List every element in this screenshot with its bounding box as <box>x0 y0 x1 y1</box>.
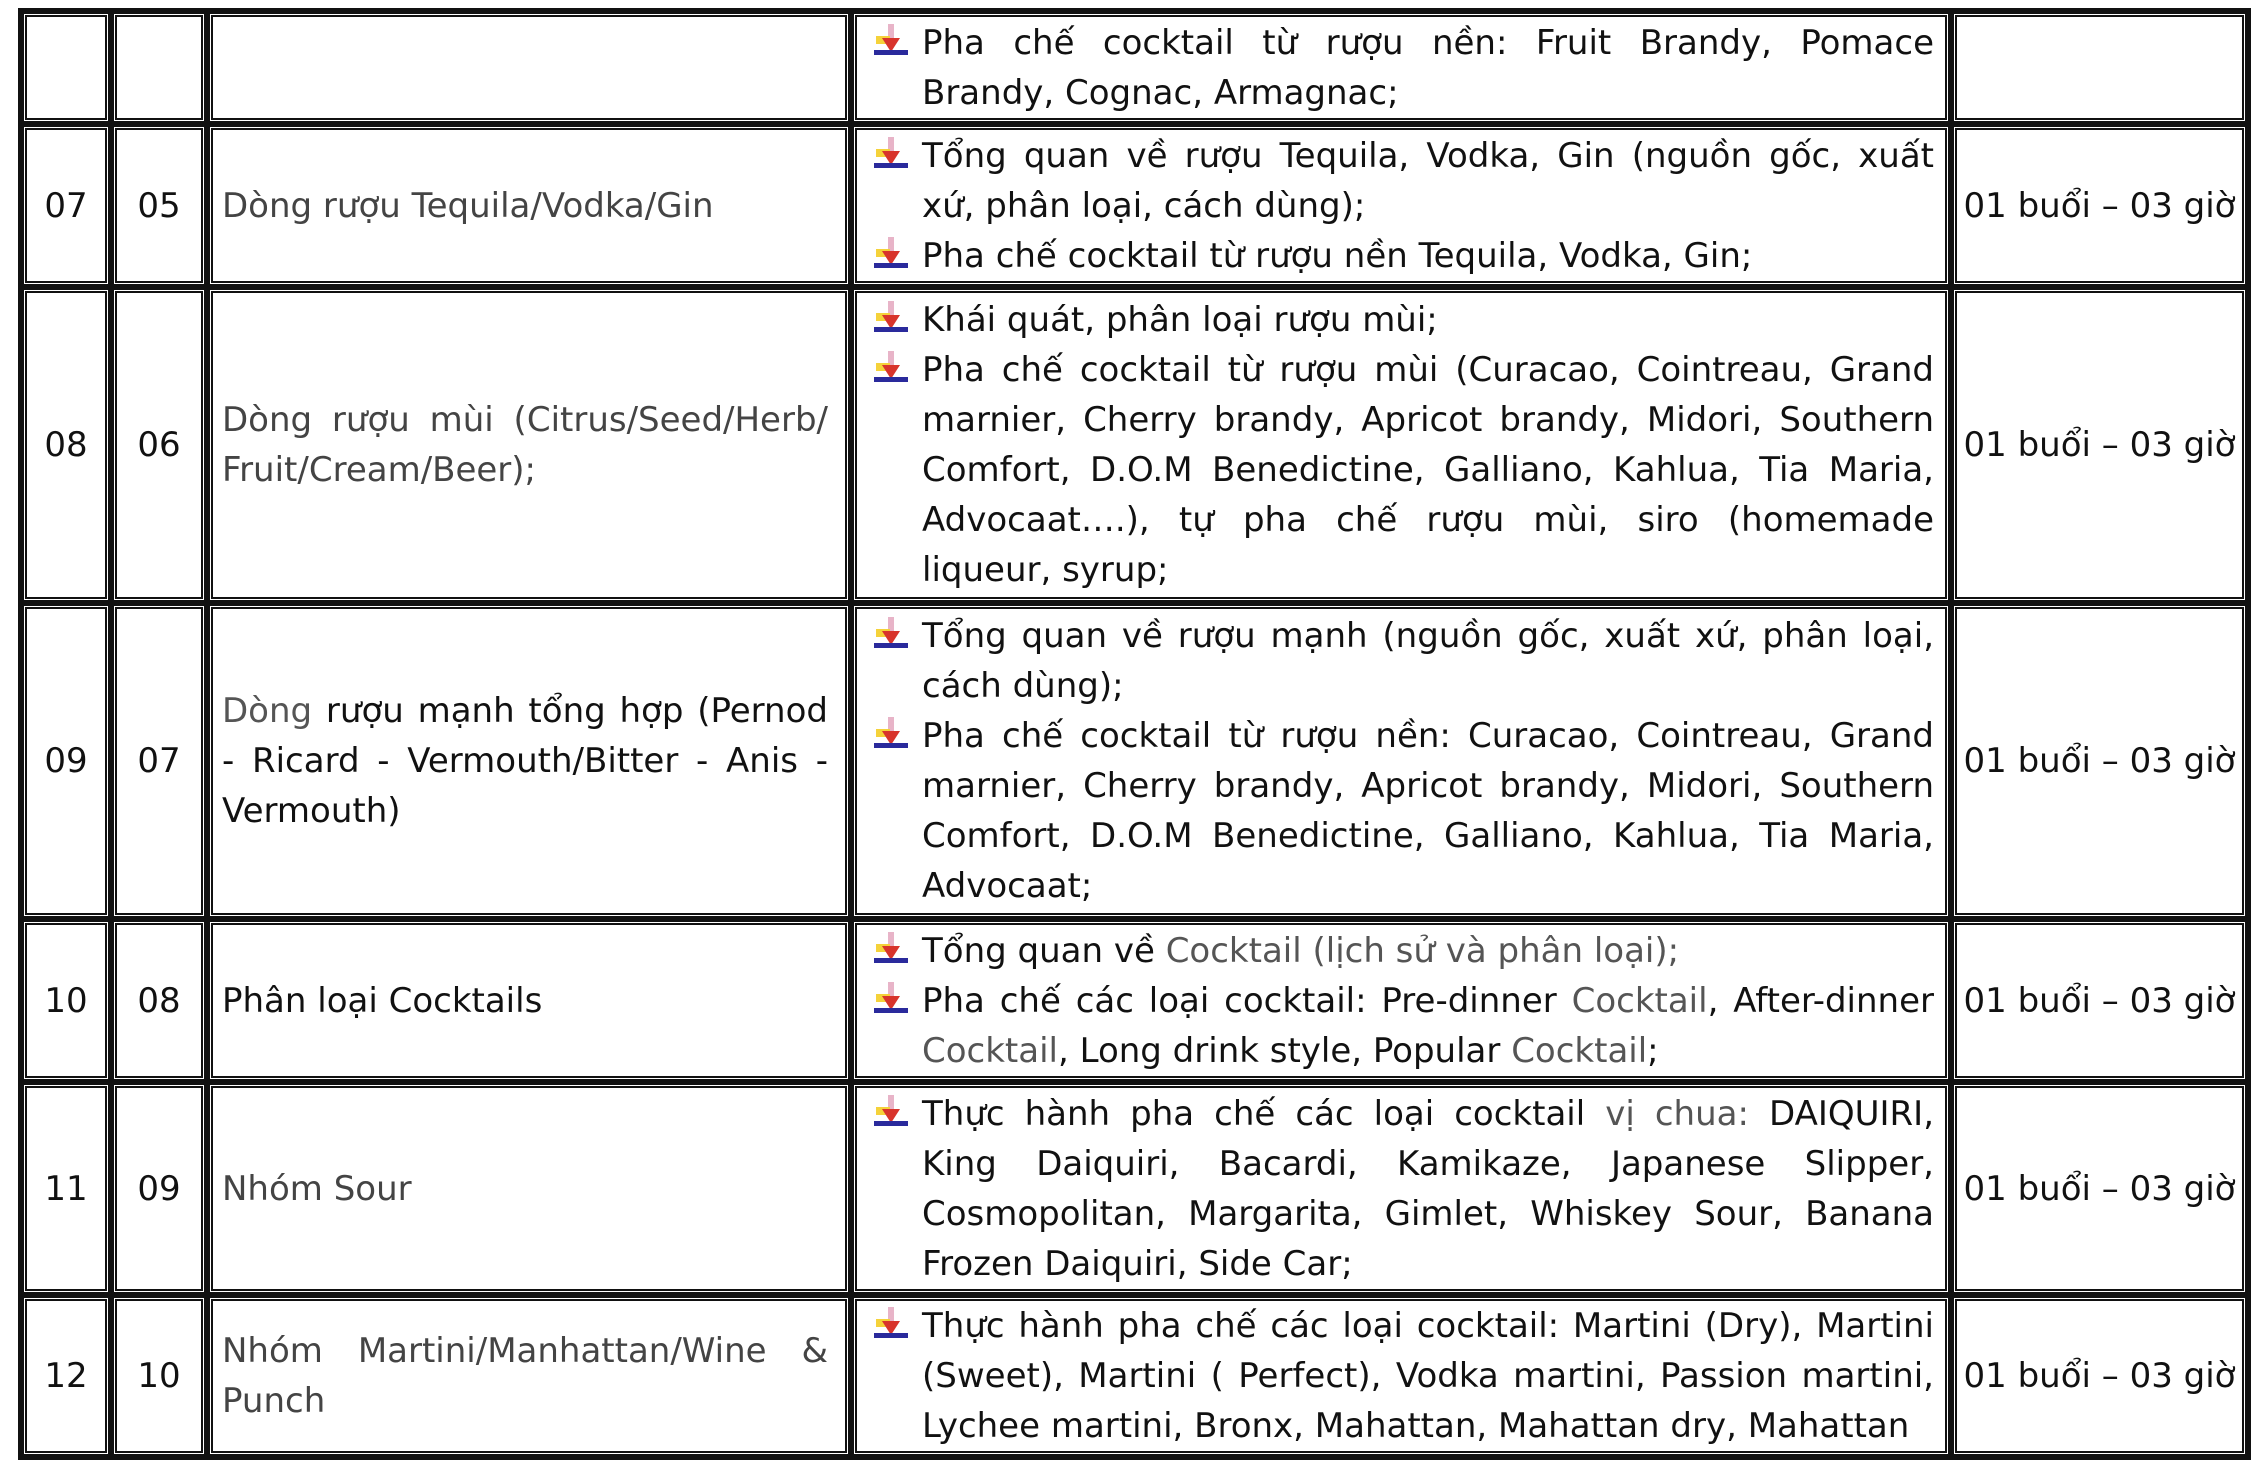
arrow-bullet-icon <box>872 926 922 976</box>
text-run: DAIQUIRI, King Daiquiri, Bacardi, Kamikaze, Japanese Slipper, Cosmopolitan, Margarita, Gimlet, Whiskey Sour, Banana Frozen Daiquiri, Side Car; <box>922 1093 1935 1284</box>
topic-cell: Dòng rượu Tequila/Vodka/Gin <box>207 124 851 287</box>
text-run-muted: vị chua: <box>1605 1093 1769 1134</box>
duration-cell: 01 buổi – 03 giờ <box>1951 1295 2248 1457</box>
duration-cell: 01 buổi – 03 giờ <box>1951 919 2248 1082</box>
text-run-muted: Cocktail <box>922 1030 1058 1071</box>
content-cell <box>851 287 1951 603</box>
content-cell <box>851 603 1951 919</box>
duration-cell <box>1951 11 2248 124</box>
lesson-cell: 09 <box>111 1082 207 1295</box>
text-run: Thực hành pha chế các loại cocktail <box>922 1093 1606 1134</box>
bullet-text <box>922 1089 1934 1289</box>
content-cell <box>851 124 1951 287</box>
arrow-bullet-icon <box>872 611 922 661</box>
text-run: , Long drink style, Popular <box>1057 1030 1512 1071</box>
stt-cell: 07 <box>21 124 111 287</box>
lesson-cell: 07 <box>111 603 207 919</box>
arrow-bullet-icon <box>872 18 922 68</box>
content-cell <box>851 11 1951 124</box>
table-row <box>21 603 2248 919</box>
bullet-item <box>872 611 1934 711</box>
stt-cell: 10 <box>21 919 111 1082</box>
bullet-text: Thực hành pha chế các loại cocktail: Martini (Dry), Martini (Sweet), Martini ( Perfect), Vodka martini, Passion martini, Lychee martini, Bronx, Mahattan, Mahattan dry, Mahattan <box>922 1306 1934 1446</box>
arrow-bullet-icon <box>872 131 922 181</box>
stt-cell: 11 <box>21 1082 111 1295</box>
duration-cell: 01 buổi – 03 giờ <box>1951 603 2248 919</box>
bullet-item <box>872 18 1934 118</box>
bullet-text: Tổng quan về rượu mạnh (nguồn gốc, xuất xứ, phân loại, cách dùng); <box>922 616 1934 706</box>
text-run: Tổng quan về <box>922 930 1166 971</box>
duration-cell: 01 buổi – 03 giờ <box>1951 1082 2248 1295</box>
stt-cell: 08 <box>21 287 111 603</box>
lesson-cell: 05 <box>111 124 207 287</box>
topic-cell <box>207 11 851 124</box>
table-row <box>21 11 2248 124</box>
arrow-bullet-icon <box>872 345 922 395</box>
bullet-item <box>872 1089 1934 1289</box>
topic-text: rượu mạnh tổng hợp (Pernod - Ricard - Vermouth/Bitter - Anis - Vermouth) <box>222 691 828 831</box>
topic-cell: Nhóm Sour <box>207 1082 851 1295</box>
text-run-muted: Cocktail <box>1511 1030 1648 1071</box>
bullet-item <box>872 231 1934 281</box>
content-cell <box>851 1295 1951 1457</box>
arrow-bullet-icon <box>872 976 922 1026</box>
duration-cell: 01 buổi – 03 giờ <box>1951 287 2248 603</box>
arrow-bullet-icon <box>872 1089 922 1139</box>
bullet-item <box>872 345 1934 595</box>
bullet-item <box>872 295 1934 345</box>
lesson-cell: 08 <box>111 919 207 1082</box>
topic-cell <box>207 603 851 919</box>
table-row <box>21 287 2248 603</box>
topic-prefix: Dòng <box>222 691 313 731</box>
text-run-muted: Cocktail (lịch sử và phân loại); <box>1165 930 1680 971</box>
table-row <box>21 124 2248 287</box>
bullet-item <box>872 976 1934 1076</box>
bullet-text <box>922 926 1934 976</box>
content-cell <box>851 919 1951 1082</box>
table-row <box>21 919 2248 1082</box>
content-cell <box>851 1082 1951 1295</box>
bullet-text: Pha chế cocktail từ rượu nền Tequila, Vodka, Gin; <box>922 235 1753 276</box>
text-run: Pha chế các loại cocktail: Pre-dinner <box>922 980 1572 1021</box>
arrow-bullet-icon <box>872 1301 922 1351</box>
topic-cell: Dòng rượu mùi (Citrus/Seed/Herb/ Fruit/Cream/Beer); <box>207 287 851 603</box>
stt-cell <box>21 11 111 124</box>
bullet-text: Tổng quan về rượu Tequila, Vodka, Gin (nguồn gốc, xuất xứ, phân loại, cách dùng); <box>922 135 1934 226</box>
topic-cell: Phân loại Cocktails <box>207 919 851 1082</box>
text-run-muted: Cocktail <box>1571 980 1708 1021</box>
lesson-cell: 06 <box>111 287 207 603</box>
bullet-item <box>872 1301 1934 1451</box>
bullet-text: Pha chế cocktail từ rượu mùi (Curacao, Cointreau, Grand marnier, Cherry brandy, Apricot brandy, Midori, Southern Comfort, D.O.M Benedictine, Galliano, Kahlua, Tia Maria, Advocaat….), tự pha chế rượu mùi, siro (homemade liqueur, syrup; <box>922 350 1934 590</box>
bullet-text: Pha chế cocktail từ rượu nền: Curacao, Cointreau, Grand marnier, Cherry brandy, Apricot brandy, Midori, Southern Comfort, D.O.M Benedictine, Galliano, Kahlua, Tia Maria, Advocaat; <box>922 716 1934 906</box>
bullet-item <box>872 131 1934 231</box>
text-run: ; <box>1647 1030 1659 1071</box>
lesson-cell: 10 <box>111 1295 207 1457</box>
bullet-text <box>922 976 1934 1076</box>
arrow-bullet-icon <box>872 295 922 345</box>
arrow-bullet-icon <box>872 711 922 761</box>
arrow-bullet-icon <box>872 231 922 281</box>
bullet-item <box>872 926 1934 976</box>
bullet-item <box>872 711 1934 911</box>
table-row <box>21 1082 2248 1295</box>
text-run: , After-dinner <box>1707 980 1934 1021</box>
stt-cell: 09 <box>21 603 111 919</box>
curriculum-table <box>18 8 2251 1460</box>
bullet-text: Khái quát, phân loại rượu mùi; <box>922 300 1438 340</box>
duration-cell: 01 buổi – 03 giờ <box>1951 124 2248 287</box>
stt-cell: 12 <box>21 1295 111 1457</box>
bullet-text: Pha chế cocktail từ rượu nền: Fruit Brandy, Pomace Brandy, Cognac, Armagnac; <box>922 22 1934 113</box>
table-row <box>21 1295 2248 1457</box>
lesson-cell <box>111 11 207 124</box>
topic-cell: Nhóm Martini/Manhattan/Wine & Punch <box>207 1295 851 1457</box>
